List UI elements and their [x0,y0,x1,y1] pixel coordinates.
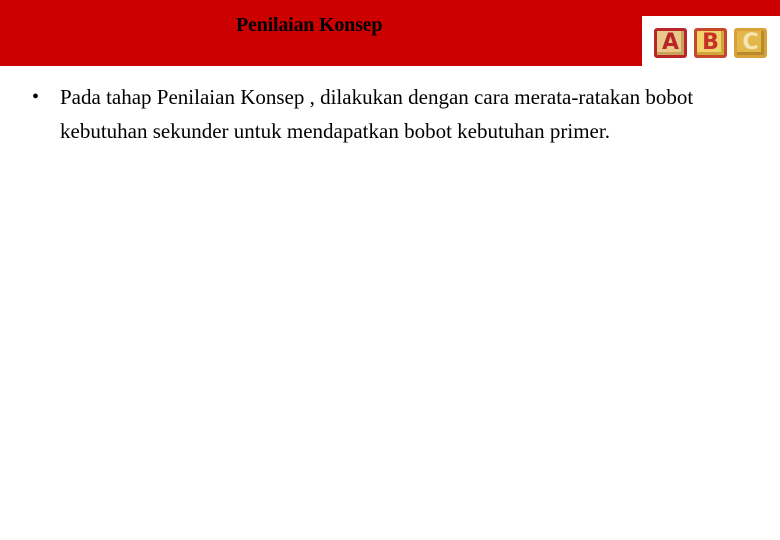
bullet-item [32,80,752,148]
bullet-icon: • [32,86,40,108]
bullet-text: Pada tahap Penilaian Konsep , dilakukan dengan cara merata-ratakan bobot kebutuhan sekunder untuk mendapatkan bobot kebutuhan primer. [60,85,694,143]
slide-content [32,80,752,148]
letter-block-b-label: B [702,30,719,55]
letter-block-c-icon [734,28,767,58]
letter-block-b-icon [694,28,727,58]
letter-block-c-label: C [742,30,759,55]
abc-blocks-logo [640,16,780,66]
letter-block-a-label: A [661,30,680,55]
letter-block-a-icon [654,28,687,58]
slide-title: Penilaian Konsep [236,14,383,36]
header-right-strip [640,0,780,16]
